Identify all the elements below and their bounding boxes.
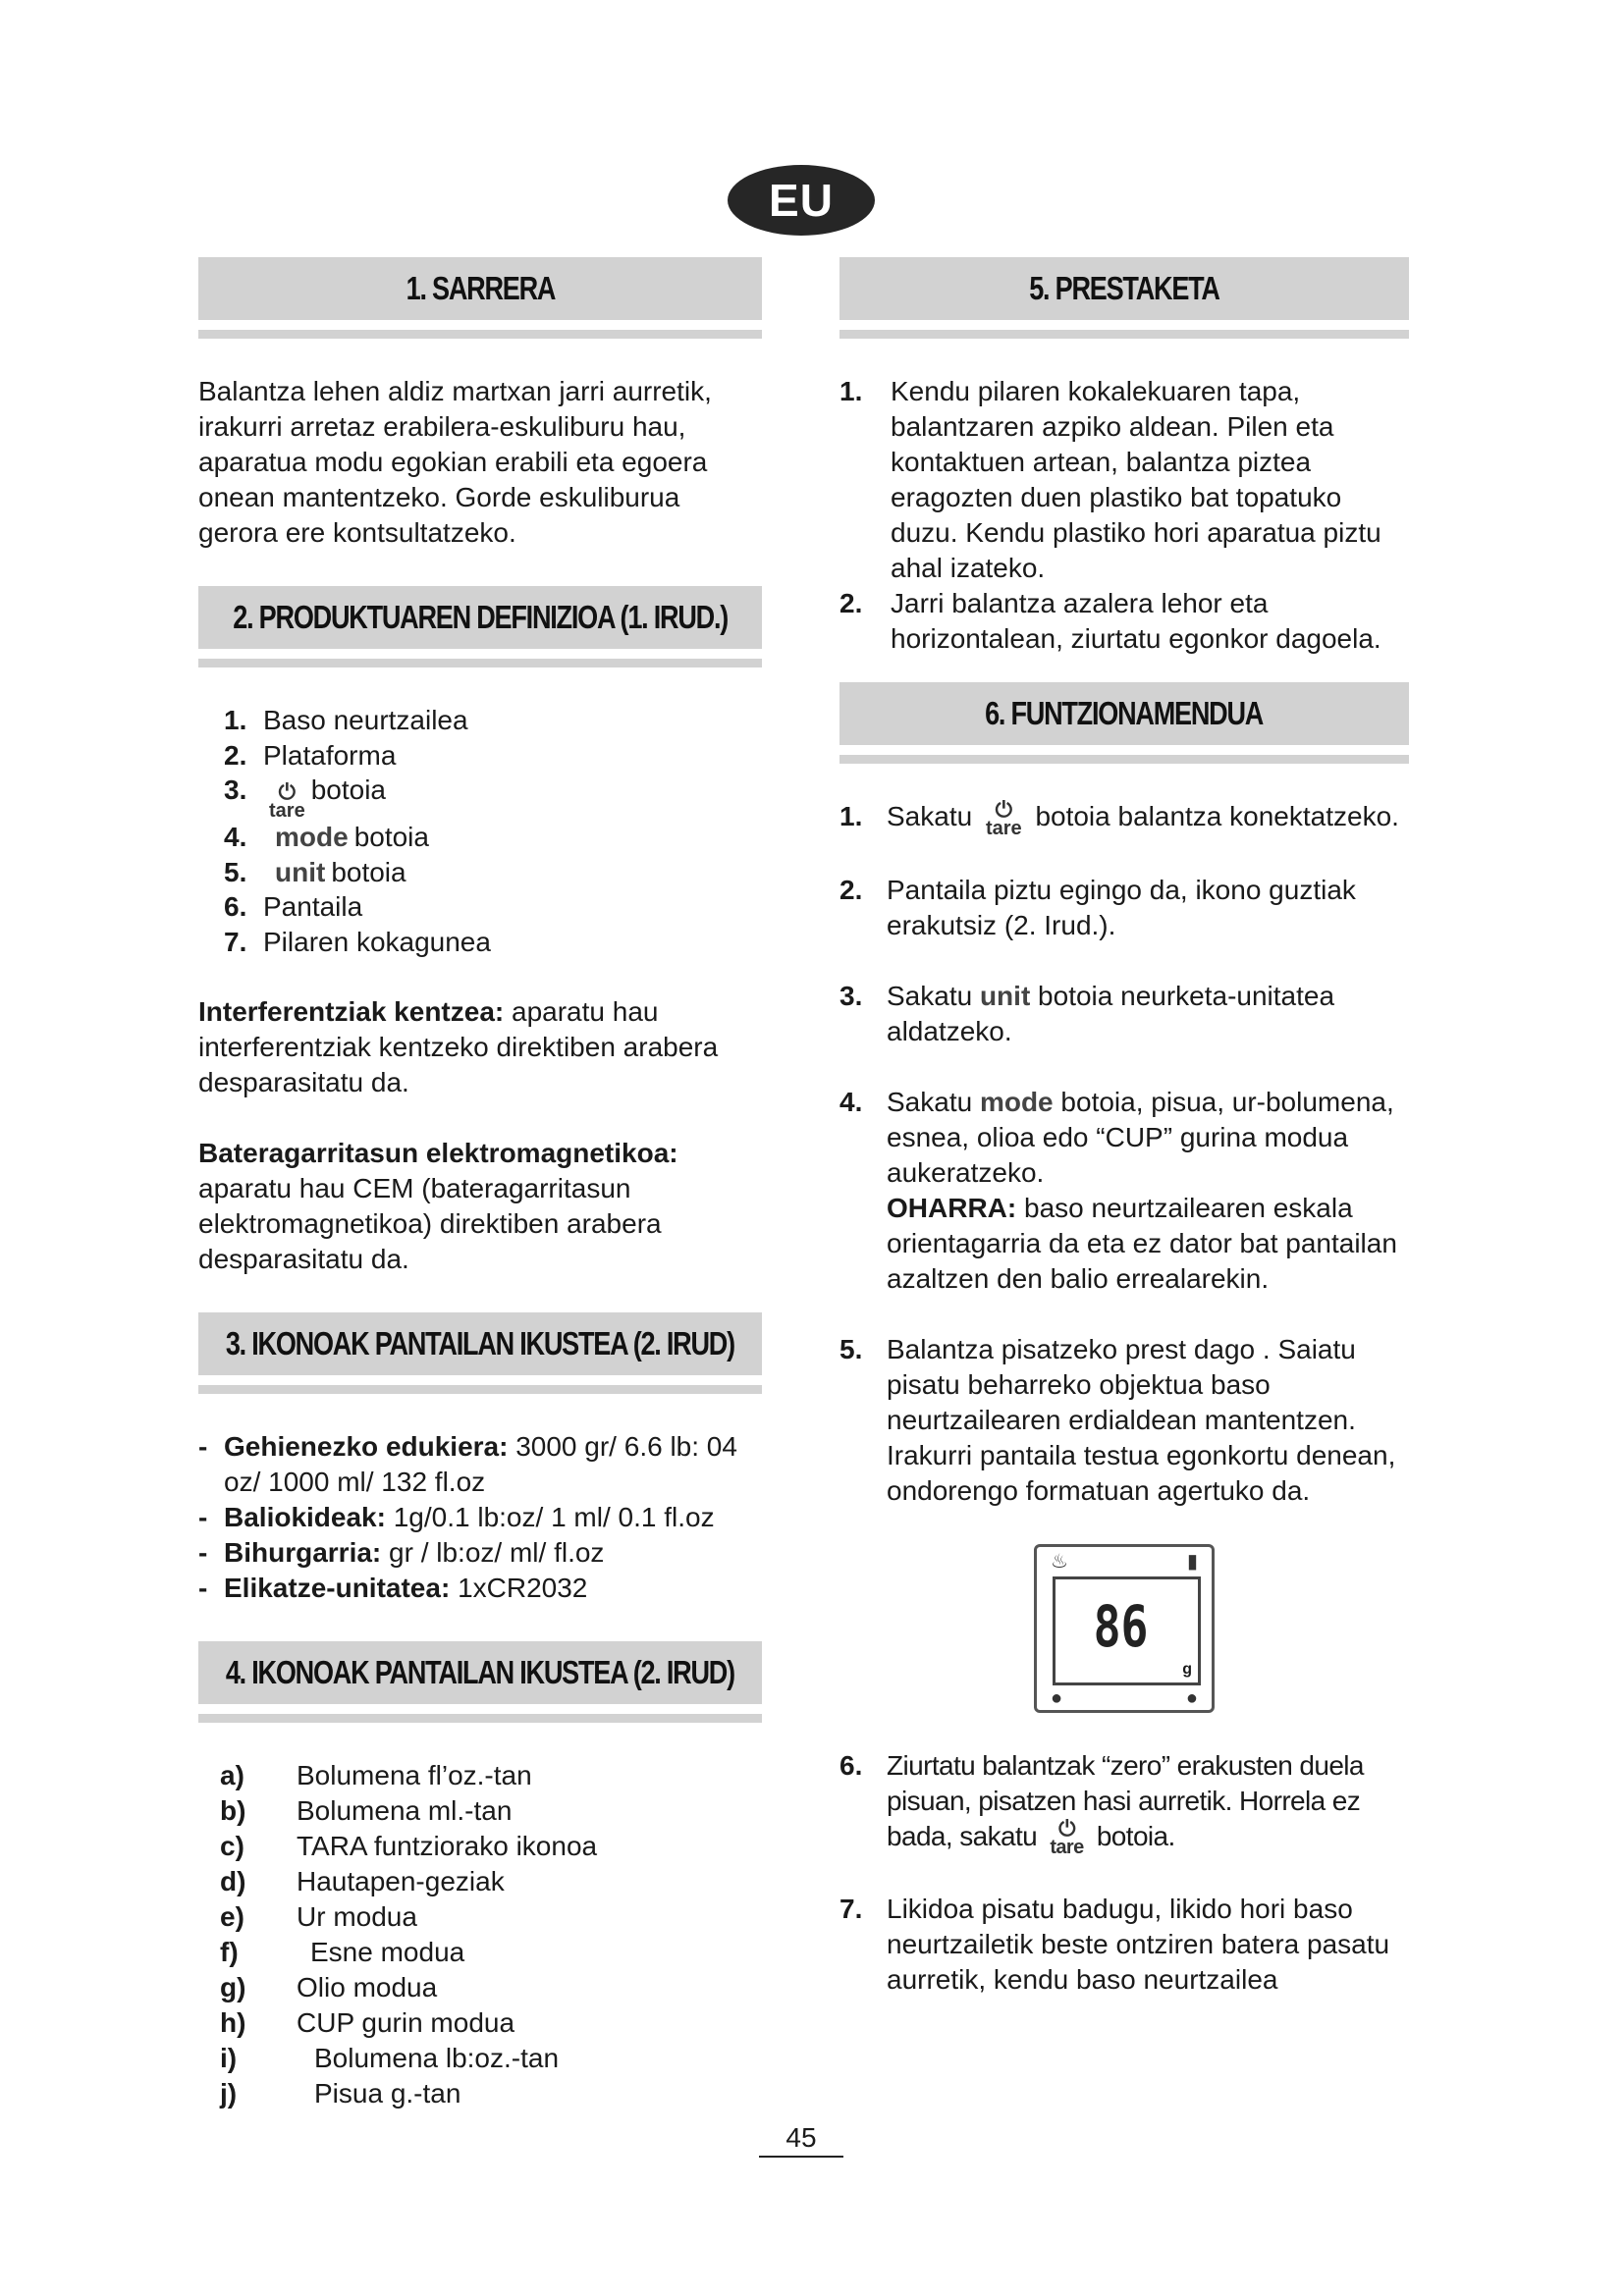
section-ikonoak-3 <box>198 1312 762 1606</box>
section-funtzionamendua <box>839 682 1409 1998</box>
preparation-steps <box>839 374 1409 657</box>
list-item: 1. Sakatu ⏻ tare botoia balantza konektatzeko. <box>839 796 1399 839</box>
display-icons-list <box>220 1758 762 2111</box>
scale-display-illustration <box>1034 1544 1215 1713</box>
power-tare-icon: ⏻ tare <box>985 796 1022 839</box>
list-item: 3. Sakatu unit botoia neurketa-unitatea aldatzeko. <box>839 980 1335 1046</box>
page-number: 45 <box>759 2122 843 2158</box>
list-item: d) Hautapen-geziak <box>220 1866 505 1896</box>
unit-keyword: unit <box>275 856 326 887</box>
list-item: a) Bolumena fl’oz.-tan <box>220 1760 532 1790</box>
list-item: 7. Pilaren kokagunea <box>224 926 491 957</box>
section-sarrera <box>198 257 762 551</box>
list-item: 1. Baso neurtzailea <box>224 705 468 735</box>
list-item: g) Olio modua <box>220 1972 438 2002</box>
list-item: 6. Pantaila <box>224 891 363 922</box>
section-header: 5. PRESTAKETA <box>839 257 1409 320</box>
header-rule <box>198 330 762 339</box>
power-tare-icon: ⏻ tare <box>1050 1816 1084 1859</box>
section-prestaketa <box>839 257 1409 657</box>
list-item: 5. Balantza pisatzeko prest dago . Saiatu pisatu beharreko objektua baso neurtzailearen erdialdean mantentzen. Irakurri pantaila testua egonkortu denean, ondorengo formatuan agertuko da. <box>839 1333 1396 1506</box>
cup-icon: ▮ <box>1186 1550 1198 1573</box>
product-parts-list <box>224 703 762 959</box>
section-header: 1. SARRERA <box>198 257 762 320</box>
operation-steps-continued <box>839 1748 1409 1999</box>
list-item: 4. Sakatu mode botoia, pisua, ur-bolumena, esnea, olioa edo “CUP” gurina modua aukeratzeko. OHARRA: baso neurtzailearen eskala orientagarria da eta ez dator bat pantailan azaltzen den balio errealarekin. <box>839 1086 1397 1294</box>
section-header: 6. FUNTZIONAMENDUA <box>839 682 1409 745</box>
section-produktuaren-definizioa <box>198 586 762 1277</box>
list-item: 7. Likidoa pisatu badugu, likido hori baso neurtzailetik beste ontziren batera pasatu aurretik, kendu baso neurtzailea <box>839 1894 1390 1996</box>
unit-keyword: unit <box>979 980 1031 1011</box>
list-item: c) TARA funtziorako ikonoa <box>220 1831 598 1861</box>
teapot-icon: ♨ <box>1051 1550 1068 1573</box>
list-item: f) Esne modua <box>220 1937 465 1967</box>
section-header: 3. IKONOAK PANTAILAN IKUSTEA (2. IRUD) <box>198 1312 762 1375</box>
list-item: 6. Ziurtatu balantzak “zero” erakusten duela pisuan, pisatzen hasi aurretik. Horrela ez bada, sakatu ⏻ tare botoia. <box>839 1749 1364 1859</box>
list-item: - Bihurgarria: gr / lb:oz/ ml/ fl.oz <box>198 1537 605 1568</box>
list-item: 1. Kendu pilaren kokalekuaren tapa, balantzaren azpiko aldean. Pilen eta kontaktuen artean, balantza piztea eragozten duen plastiko bat topatuko duzu. Kendu plastiko hori aparatua piztu ahal izateko. <box>839 376 1381 583</box>
list-item: 3. ⏻ tare botoia <box>224 774 386 822</box>
list-item: j) Pisua g.-tan <box>220 2078 461 2109</box>
interference-paragraph: Interferentziak kentzea: aparatu hau interferentziak kentzeko direktiben arabera desparasitatu da. <box>198 996 719 1097</box>
emc-paragraph: Bateragarritasun elektromagnetikoa: aparatu hau CEM (bateragarritasun elektromagnetikoa) direktiben arabera desparasitatu da. <box>198 1138 678 1274</box>
list-item: - Elikatze-unitatea: 1xCR2032 <box>198 1573 588 1603</box>
list-item: 5. unit botoia <box>224 855 762 890</box>
water-drop-icon: ● <box>1051 1686 1063 1709</box>
oil-icon: ● <box>1185 1686 1198 1709</box>
language-badge: EU <box>728 165 875 236</box>
header-rule <box>198 659 762 667</box>
list-item: h) CUP gurin modua <box>220 2007 515 2038</box>
mode-keyword: mode <box>275 822 349 852</box>
list-item: e) Ur modua <box>220 1901 417 1932</box>
list-item: 2. Plataforma <box>224 739 397 771</box>
list-item: b) Bolumena ml.-tan <box>220 1795 513 1826</box>
list-item: 2. Jarri balantza azalera lehor eta horizontalean, ziurtatu egonkor dagoela. <box>839 588 1381 654</box>
list-item: 4. mode botoia <box>224 820 762 855</box>
power-tare-icon: ⏻ tare <box>269 779 305 822</box>
intro-paragraph: Balantza lehen aldiz martxan jarri aurretik, irakurri arretaz erabilera-eskuliburu hau, aparatua modu egokian erabili eta egoera onean mantentzeko. Gorde eskuliburua gerora ere kontsultatzeko. <box>198 376 712 548</box>
spec-list <box>198 1429 762 1606</box>
section-header: 4. IKONOAK PANTAILAN IKUSTEA (2. IRUD) <box>198 1641 762 1704</box>
list-item: 2. Pantaila piztu egingo da, ikono guztiak erakutsiz (2. Irud.). <box>839 874 1356 940</box>
section-ikonoak-4 <box>198 1641 762 2111</box>
unit-indicator: g <box>1182 1660 1192 1678</box>
header-rule <box>198 1714 762 1723</box>
list-item: - Baliokideak: 1g/0.1 lb:oz/ 1 ml/ 0.1 fl.oz <box>198 1502 715 1532</box>
lcd-screen <box>1053 1576 1201 1685</box>
weight-readout: 86 <box>1093 1592 1149 1660</box>
list-item: - Gehienezko edukiera: 3000 gr/ 6.6 lb: 04 oz/ 1000 ml/ 132 fl.oz <box>198 1431 737 1497</box>
list-item: i) Bolumena lb:oz.-tan <box>220 2043 560 2073</box>
header-rule <box>198 1385 762 1394</box>
header-rule <box>839 330 1409 339</box>
section-header: 2. PRODUKTUAREN DEFINIZIOA (1. IRUD.) <box>198 586 762 649</box>
left-column <box>198 257 762 2111</box>
right-column <box>839 257 1409 1998</box>
mode-keyword: mode <box>979 1086 1054 1117</box>
header-rule <box>839 755 1409 764</box>
operation-steps <box>839 796 1409 1509</box>
